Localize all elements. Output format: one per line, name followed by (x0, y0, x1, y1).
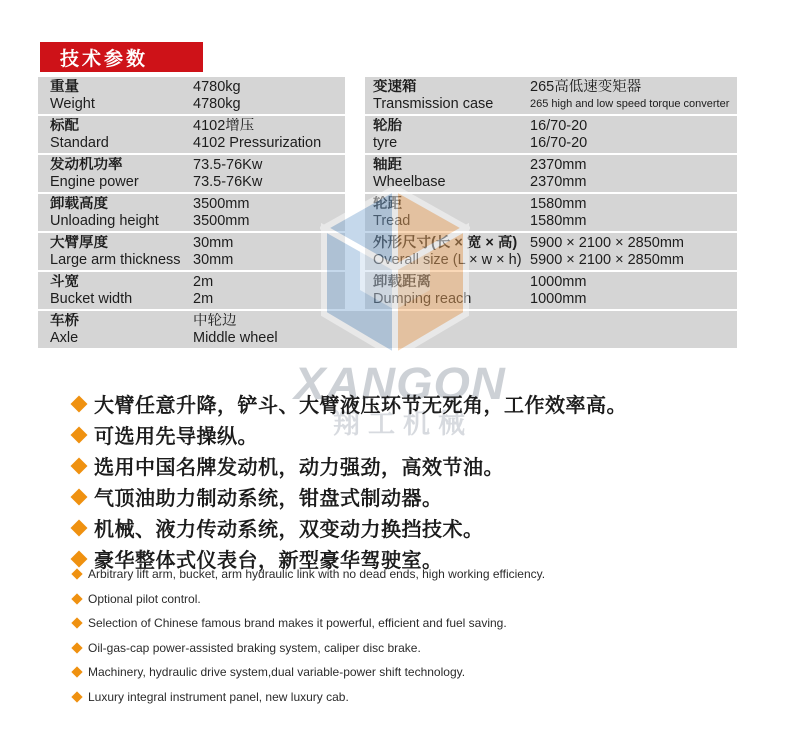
feature-cn-text: 豪华整体式仪表台，新型豪华驾驶室。 (94, 550, 443, 572)
spec-label-en: Overall size (L × w × h) (373, 251, 522, 268)
spec-cell-overall-size (365, 233, 737, 270)
features-cn-list (71, 393, 627, 579)
spec-value-en: 1580mm (530, 212, 587, 229)
spec-cell-transmission (365, 77, 737, 114)
spec-label-cn: 车桥 (50, 312, 79, 329)
spec-value-cn: 2370mm (530, 156, 587, 173)
spec-cell-arm-thickness (38, 233, 345, 270)
spec-value-cn: 5900 × 2100 × 2850mm (530, 234, 684, 251)
spec-label-en: Weight (50, 95, 95, 112)
spec-cell-bucket-width (38, 272, 345, 309)
feature-cn-item (71, 424, 627, 448)
feature-en-item (71, 641, 545, 655)
diamond-bullet-icon (71, 642, 82, 653)
feature-en-item (71, 592, 545, 606)
feature-cn-text: 选用中国名牌发动机，动力强劲，高效节油。 (94, 457, 504, 479)
feature-en-item (71, 567, 545, 581)
features-en-list (71, 567, 545, 714)
spec-cell-tread (365, 194, 737, 231)
spec-label-cn: 卸载高度 (50, 195, 108, 212)
diamond-bullet-icon (71, 395, 88, 412)
brand-watermark-chinese: 翔工机械 (333, 409, 473, 439)
brand-watermark-text: XANGON (294, 358, 506, 409)
spec-value-cn: 1580mm (530, 195, 587, 212)
diamond-bullet-icon (71, 550, 88, 567)
diamond-bullet-icon (71, 488, 88, 505)
spec-table (38, 77, 737, 350)
diamond-bullet-icon (71, 593, 82, 604)
spec-value-en: 265 high and low speed torque converter (530, 97, 730, 110)
feature-en-text: Selection of Chinese famous brand makes it powerful, efficient and fuel saving. (88, 616, 507, 630)
spec-value-en: 3500mm (193, 212, 250, 229)
spec-label-en: Large arm thickness (50, 251, 181, 268)
spec-row-5 (38, 233, 737, 270)
spec-label-cn: 卸载距离 (373, 273, 431, 290)
spec-cell-tyre (365, 116, 737, 153)
spec-value-en: 1000mm (530, 290, 587, 307)
spec-value-cn: 265高低速变矩器 (530, 78, 642, 95)
feature-en-text: Arbitrary lift arm, bucket, arm hydraulic link with no dead ends, high working efficiency. (88, 567, 546, 581)
spec-value-cn: 16/70-20 (530, 117, 588, 134)
spec-row-3 (38, 155, 737, 192)
spec-label-cn: 外形尺寸(长 × 宽 × 高) (373, 234, 518, 251)
diamond-bullet-icon (71, 426, 88, 443)
feature-cn-item (71, 486, 627, 510)
spec-label-en: Wheelbase (373, 173, 446, 190)
feature-en-item (71, 665, 545, 679)
spec-value-en: 5900 × 2100 × 2850mm (530, 251, 684, 268)
section-title: 技术参数 (60, 48, 149, 70)
spec-label-en: Dumping reach (373, 290, 472, 307)
diamond-bullet-icon (71, 617, 82, 628)
spec-value-en: 4780kg (193, 95, 241, 112)
feature-cn-item (71, 455, 627, 479)
spec-label-cn: 标配 (50, 117, 79, 134)
spec-value-en: 2m (193, 290, 214, 307)
spec-row-4 (38, 194, 737, 231)
diamond-bullet-icon (71, 666, 82, 677)
spec-label-en: Standard (50, 134, 109, 151)
spec-value-en: 16/70-20 (530, 134, 588, 151)
spec-label-en: Engine power (50, 173, 139, 190)
diamond-bullet-icon (71, 691, 82, 702)
diamond-bullet-icon (71, 519, 88, 536)
feature-en-item (71, 690, 545, 704)
diamond-bullet-icon (71, 568, 82, 579)
spec-label-cn: 轮距 (373, 195, 402, 212)
feature-cn-text: 机械、液力传动系统，双变动力换挡技术。 (94, 519, 484, 541)
spec-row-7 (38, 311, 737, 348)
spec-label-en: tyre (373, 134, 398, 151)
spec-row-1 (38, 77, 737, 114)
spec-value-cn: 30mm (193, 234, 234, 251)
section-title-bar (40, 42, 203, 72)
spec-value-cn: 4780kg (193, 78, 241, 95)
feature-cn-item (71, 393, 627, 417)
feature-cn-text: 气顶油助力制动系统，钳盘式制动器。 (94, 488, 443, 510)
spec-value-cn: 中轮边 (193, 312, 237, 329)
spec-value-en: 4102 Pressurization (193, 134, 322, 151)
feature-en-text: Luxury integral instrument panel, new luxury cab. (88, 689, 349, 704)
spec-value-en: Middle wheel (193, 329, 278, 346)
spec-value-cn: 73.5-76Kw (193, 156, 263, 173)
feature-en-item (71, 616, 545, 630)
spec-cell-engine-power (38, 155, 345, 192)
spec-label-cn: 重量 (50, 78, 79, 95)
spec-cell-axle (38, 311, 737, 348)
spec-cell-dumping-reach (365, 272, 737, 309)
feature-cn-item (71, 517, 627, 541)
spec-label-cn: 大臂厚度 (50, 234, 108, 251)
spec-label-cn: 斗宽 (50, 273, 79, 290)
spec-label-en: Unloading height (50, 212, 159, 229)
spec-value-cn: 1000mm (530, 273, 587, 290)
spec-label-en: Bucket width (50, 290, 133, 307)
spec-label-cn: 发动机功率 (50, 156, 123, 173)
diamond-bullet-icon (71, 457, 88, 474)
spec-cell-weight (38, 77, 345, 114)
spec-label-en: Transmission case (373, 95, 494, 112)
spec-value-cn: 2m (193, 273, 214, 290)
spec-value-en: 2370mm (530, 173, 587, 190)
feature-en-text: Oil-gas-cap power-assisted braking system, caliper disc brake. (88, 640, 421, 655)
spec-label-cn: 轮胎 (373, 117, 402, 134)
spec-cell-unloading-height (38, 194, 345, 231)
feature-en-text: Optional pilot control. (88, 591, 201, 606)
spec-value-en: 30mm (193, 251, 234, 268)
feature-cn-text: 大臂任意升降，铲斗、大臂液压环节无死角，工作效率高。 (94, 395, 627, 417)
spec-cell-wheelbase (365, 155, 737, 192)
spec-row-6 (38, 272, 737, 309)
spec-label-cn: 变速箱 (373, 78, 417, 95)
spec-value-cn: 4102增压 (193, 117, 255, 134)
spec-label-en: Axle (50, 329, 79, 346)
feature-en-text: Machinery, hydraulic drive system,dual variable-power shift technology. (88, 665, 466, 679)
spec-value-en: 73.5-76Kw (193, 173, 263, 190)
spec-label-en: Tread (373, 212, 411, 229)
feature-cn-text: 可选用先导操纵。 (94, 426, 258, 448)
spec-row-2 (38, 116, 737, 153)
feature-cn-item (71, 548, 627, 572)
spec-label-cn: 轴距 (373, 156, 402, 173)
spec-cell-standard (38, 116, 345, 153)
spec-value-cn: 3500mm (193, 195, 250, 212)
